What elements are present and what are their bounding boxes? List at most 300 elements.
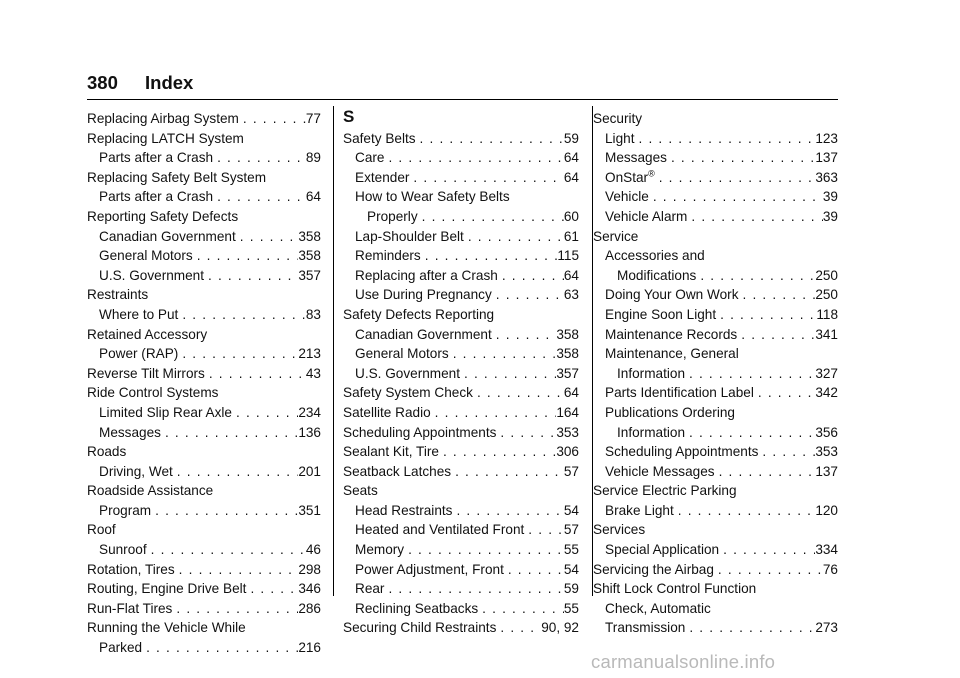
entry-label: Reclining Seatbacks xyxy=(355,600,479,616)
dot-leader xyxy=(504,560,564,580)
entry-label: Rotation, Tires xyxy=(87,561,175,577)
page-reference: 60 xyxy=(563,208,579,224)
entry-label: Restraints xyxy=(87,287,149,303)
entry-label: Vehicle Messages xyxy=(605,463,715,479)
page-reference: 115 xyxy=(557,248,579,264)
page-reference: 83 xyxy=(305,306,321,322)
entry-text xyxy=(87,444,126,459)
dot-leader xyxy=(715,462,816,482)
entry-text xyxy=(593,229,638,244)
index-subentry xyxy=(593,187,838,207)
entry-text xyxy=(605,601,711,616)
dot-leader xyxy=(473,383,564,403)
index-subentry xyxy=(343,579,579,599)
index-subentry xyxy=(343,285,579,305)
entry-text xyxy=(99,246,193,266)
dot-leader xyxy=(151,501,298,521)
entry-text xyxy=(343,403,431,423)
dot-leader xyxy=(421,246,558,266)
dot-leader xyxy=(239,109,306,129)
index-subentry xyxy=(593,246,838,266)
entry-label: Light xyxy=(605,130,635,146)
page-reference: 353 xyxy=(556,424,579,440)
dot-leader xyxy=(213,148,306,168)
dot-leader xyxy=(737,325,815,345)
entry-label: Memory xyxy=(355,542,405,558)
entry-text xyxy=(343,618,496,638)
entry-text xyxy=(355,285,492,305)
entry-text xyxy=(605,148,667,168)
dot-leader xyxy=(634,129,815,149)
entry-text xyxy=(87,579,246,599)
entry-text xyxy=(343,442,439,462)
page-reference: 39 xyxy=(822,189,838,205)
dot-leader xyxy=(498,266,564,286)
entry-text xyxy=(99,305,178,325)
entry-label: Security xyxy=(593,111,643,126)
index-entry xyxy=(593,520,838,540)
index-subentry xyxy=(593,383,838,403)
index-entry xyxy=(87,481,321,501)
entry-label: Replacing after a Crash xyxy=(355,267,498,283)
dot-leader xyxy=(460,364,556,384)
dot-leader xyxy=(719,540,815,560)
dot-leader xyxy=(409,168,563,188)
index-subentry xyxy=(593,501,838,521)
entry-label: Program xyxy=(99,502,152,518)
entry-text xyxy=(99,187,213,207)
entry-label: OnStar xyxy=(605,169,649,185)
entry-text xyxy=(605,618,685,638)
index-entry xyxy=(343,403,579,423)
page-reference: 64 xyxy=(563,385,579,401)
index-entry xyxy=(87,442,321,462)
dot-leader xyxy=(496,423,556,443)
entry-label: Parts after a Crash xyxy=(99,189,214,205)
entry-text xyxy=(99,540,147,560)
entry-text xyxy=(367,207,418,227)
page-reference: 234 xyxy=(298,404,321,420)
page-reference: 137 xyxy=(815,150,838,166)
index-entry xyxy=(343,442,579,462)
entry-label: Engine Soon Light xyxy=(605,306,717,322)
index-subentry xyxy=(343,501,579,521)
index-subentry xyxy=(343,344,579,364)
entry-text xyxy=(605,325,737,345)
entry-label: General Motors xyxy=(99,248,193,264)
entry-label: Transmission xyxy=(605,620,686,636)
index-entry xyxy=(87,285,321,305)
page-reference: 54 xyxy=(563,502,579,518)
entry-text xyxy=(87,287,148,302)
entry-label: Reporting Safety Defects xyxy=(87,208,239,224)
entry-text xyxy=(605,305,716,325)
index-entry xyxy=(87,207,321,227)
index-subentry xyxy=(343,520,579,540)
page-reference: 358 xyxy=(298,228,321,244)
entry-label: Sunroof xyxy=(99,542,147,558)
index-entry xyxy=(343,423,579,443)
entry-text xyxy=(87,327,207,342)
entry-text xyxy=(99,148,213,168)
page-reference: 89 xyxy=(305,150,321,166)
index-entry xyxy=(343,462,579,482)
index-subentry xyxy=(343,560,579,580)
entry-label: Servicing the Airbag xyxy=(593,561,714,577)
entry-label: Sealant Kit, Tire xyxy=(343,444,439,460)
index-subentry xyxy=(593,403,838,423)
entry-label: Safety System Check xyxy=(343,385,473,401)
page-reference: 136 xyxy=(298,424,321,440)
entry-text xyxy=(355,246,421,266)
index-subentry xyxy=(343,187,579,207)
dot-leader xyxy=(246,579,298,599)
index-subentry xyxy=(343,227,579,247)
entry-label: Vehicle xyxy=(605,189,649,205)
entry-label: Parts Identification Label xyxy=(605,385,754,401)
index-subentry xyxy=(593,618,838,638)
dot-leader xyxy=(478,599,564,619)
entry-label: Running the Vehicle While xyxy=(87,620,246,636)
entry-text xyxy=(343,383,473,403)
entry-text xyxy=(593,483,737,498)
entry-label: Shift Lock Control Function xyxy=(593,581,757,597)
entry-text xyxy=(355,560,504,580)
page-reference: 358 xyxy=(556,326,579,342)
index-subentry xyxy=(87,227,321,247)
dot-leader xyxy=(175,560,299,580)
entry-label: Publications Ordering xyxy=(605,404,735,420)
entry-text xyxy=(617,364,685,384)
page-reference: 63 xyxy=(563,287,579,303)
dot-leader xyxy=(147,540,306,560)
page-reference: 201 xyxy=(298,463,321,479)
entry-text xyxy=(593,581,756,596)
index-entry xyxy=(343,129,579,149)
dot-leader xyxy=(739,285,816,305)
index-subentry xyxy=(343,540,579,560)
index-entry xyxy=(593,560,838,580)
index-entry xyxy=(87,383,321,403)
entry-label: Driving, Wet xyxy=(99,463,173,479)
page-reference: 358 xyxy=(556,346,579,362)
page-reference: 357 xyxy=(556,365,579,381)
page-reference: 46 xyxy=(305,542,321,558)
dot-leader xyxy=(696,266,815,286)
page-reference: 43 xyxy=(305,365,321,381)
entry-label: General Motors xyxy=(355,346,449,362)
index-entry xyxy=(87,560,321,580)
entry-text xyxy=(593,560,714,580)
page-reference: 298 xyxy=(298,561,321,577)
entry-text xyxy=(355,189,510,204)
entry-text xyxy=(355,540,404,560)
entry-text xyxy=(605,285,739,305)
index-subentry xyxy=(593,207,838,227)
index-subentry xyxy=(343,168,579,188)
dot-leader xyxy=(758,442,815,462)
page-reference: 213 xyxy=(298,346,321,362)
dot-leader xyxy=(674,501,816,521)
entry-text xyxy=(355,599,478,619)
entry-text xyxy=(99,462,173,482)
page-number: 380 xyxy=(87,72,118,93)
entry-text xyxy=(593,111,642,126)
entry-text xyxy=(87,483,213,498)
entry-label: Service xyxy=(593,228,639,244)
index-subentry xyxy=(593,325,838,345)
dot-leader xyxy=(496,618,541,638)
entry-label: Routing, Engine Drive Belt xyxy=(87,581,247,597)
entry-text xyxy=(99,501,151,521)
entry-label: How to Wear Safety Belts xyxy=(355,189,510,205)
entry-text xyxy=(355,501,452,521)
dot-leader xyxy=(431,403,557,423)
dot-leader xyxy=(416,129,564,149)
page-reference: 39 xyxy=(822,208,838,224)
entry-text xyxy=(99,403,232,423)
column-divider-1 xyxy=(333,106,334,596)
entry-label: Replacing Safety Belt System xyxy=(87,169,267,185)
entry-text xyxy=(605,207,687,227)
entry-text xyxy=(87,620,246,635)
entry-label: Scheduling Appointments xyxy=(605,444,759,460)
dot-leader xyxy=(667,148,815,168)
page-reference: 353 xyxy=(815,444,838,460)
dot-leader xyxy=(649,187,823,207)
entry-text xyxy=(355,325,492,345)
entry-text xyxy=(605,383,754,403)
entry-label: Roadside Assistance xyxy=(87,483,214,499)
index-subentry xyxy=(87,638,321,658)
page-reference: 64 xyxy=(305,189,321,205)
dot-leader xyxy=(205,364,306,384)
entry-text xyxy=(87,209,238,224)
page-reference: 90, 92 xyxy=(541,620,579,636)
index-entry xyxy=(593,227,838,247)
dot-leader xyxy=(232,403,298,423)
entry-label: Retained Accessory xyxy=(87,326,208,342)
dot-leader xyxy=(236,227,299,247)
entry-text xyxy=(343,483,378,498)
entry-text xyxy=(87,522,116,537)
entry-label: Modifications xyxy=(617,267,697,283)
entry-label: Parts after a Crash xyxy=(99,150,214,166)
entry-label: Lap-Shoulder Belt xyxy=(355,228,464,244)
entry-text xyxy=(343,462,451,482)
entry-label: Power Adjustment, Front xyxy=(355,561,504,577)
dot-leader xyxy=(685,423,815,443)
entry-text xyxy=(605,442,758,462)
page-reference: 346 xyxy=(298,581,321,597)
index-subentry xyxy=(593,540,838,560)
entry-text xyxy=(355,227,464,247)
dot-leader xyxy=(384,579,563,599)
dot-leader xyxy=(687,207,823,227)
entry-text xyxy=(87,131,244,146)
page-reference: 55 xyxy=(563,542,579,558)
entry-label: Parked xyxy=(99,640,143,656)
page-reference: 64 xyxy=(563,150,579,166)
entry-text xyxy=(617,423,685,443)
entry-text xyxy=(87,109,239,129)
dot-leader xyxy=(685,364,815,384)
entry-text xyxy=(87,385,218,400)
entry-label: Where to Put xyxy=(99,306,179,322)
index-subentry xyxy=(87,423,321,443)
index-subentry xyxy=(343,266,579,286)
entry-text xyxy=(355,364,460,384)
page-reference: 363 xyxy=(815,169,838,185)
entry-label: Messages xyxy=(605,150,667,166)
dot-leader xyxy=(685,618,815,638)
entry-label: Maintenance Records xyxy=(605,326,738,342)
page-reference: 273 xyxy=(815,620,838,636)
page-reference: 54 xyxy=(563,561,579,577)
page-reference: 358 xyxy=(298,248,321,264)
index-subentry xyxy=(87,403,321,423)
watermark: carmanualsonline.info xyxy=(591,651,776,672)
entry-label: Use During Pregnancy xyxy=(355,287,492,303)
entry-text xyxy=(355,148,384,168)
entry-text xyxy=(87,560,175,580)
index-subentry xyxy=(343,148,579,168)
index-entry xyxy=(593,579,838,599)
page-reference: 59 xyxy=(563,130,579,146)
dot-leader xyxy=(193,246,299,266)
entry-label: Limited Slip Rear Axle xyxy=(99,404,232,420)
entry-text xyxy=(343,307,494,322)
page-reference: 137 xyxy=(815,463,838,479)
entry-label: Power (RAP) xyxy=(99,346,179,362)
page-reference: 64 xyxy=(563,169,579,185)
entry-label: Vehicle Alarm xyxy=(605,208,688,224)
page-reference: 351 xyxy=(298,502,321,518)
entry-text xyxy=(605,168,655,188)
dot-leader xyxy=(492,325,557,345)
index-entry xyxy=(87,129,321,149)
entry-text xyxy=(605,187,649,207)
dot-leader xyxy=(524,520,564,540)
index-subentry xyxy=(593,344,838,364)
index-subentry xyxy=(343,364,579,384)
page-reference: 59 xyxy=(563,581,579,597)
entry-label: Seats xyxy=(343,483,378,499)
dot-leader xyxy=(464,227,564,247)
entry-text xyxy=(605,501,674,521)
entry-label: Care xyxy=(355,150,385,166)
index-subentry xyxy=(593,364,838,384)
page-reference: 120 xyxy=(815,502,838,518)
index-subentry xyxy=(593,462,838,482)
index-subentry xyxy=(343,246,579,266)
entry-label: Seatback Latches xyxy=(343,463,452,479)
entry-text xyxy=(343,423,496,443)
entry-label: Run-Flat Tires xyxy=(87,600,173,616)
entry-text xyxy=(593,522,645,537)
dot-leader xyxy=(173,462,299,482)
entry-text xyxy=(355,579,384,599)
index-subentry xyxy=(343,325,579,345)
entry-label: Heated and Ventilated Front xyxy=(355,522,525,538)
index-subentry xyxy=(593,305,838,325)
page-title: Index xyxy=(145,72,194,93)
page-reference: 164 xyxy=(556,404,579,420)
index-entry xyxy=(343,305,579,325)
entry-label: Service Electric Parking xyxy=(593,483,737,499)
index-entry xyxy=(593,481,838,501)
index-entry xyxy=(87,618,321,638)
page-reference: 57 xyxy=(563,522,579,538)
entry-label: Canadian Government xyxy=(99,228,236,244)
entry-label: Special Application xyxy=(605,542,720,558)
index-subentry xyxy=(343,599,579,619)
page-reference: 250 xyxy=(815,287,838,303)
index-subentry xyxy=(343,207,579,227)
entry-text xyxy=(87,599,172,619)
entry-label: Canadian Government xyxy=(355,326,492,342)
dot-leader xyxy=(384,148,563,168)
index-subentry xyxy=(87,266,321,286)
index-subentry xyxy=(593,266,838,286)
index-subentry xyxy=(87,462,321,482)
page-reference: 64 xyxy=(563,267,579,283)
entry-label: Safety Belts xyxy=(343,130,416,146)
index-subentry xyxy=(593,423,838,443)
page-reference: 327 xyxy=(815,365,838,381)
dot-leader xyxy=(161,423,298,443)
entry-text xyxy=(605,462,715,482)
index-subentry xyxy=(593,148,838,168)
page-reference: 123 xyxy=(815,130,838,146)
page-reference: 342 xyxy=(815,385,838,401)
index-subentry xyxy=(593,599,838,619)
page-reference: 61 xyxy=(563,228,579,244)
page-reference: 306 xyxy=(556,444,579,460)
dot-leader xyxy=(451,462,564,482)
dot-leader xyxy=(142,638,298,658)
entry-text xyxy=(605,405,735,420)
dot-leader xyxy=(418,207,564,227)
page-reference: 341 xyxy=(815,326,838,342)
entry-text xyxy=(605,346,739,361)
entry-text xyxy=(99,638,142,658)
index-entry xyxy=(87,599,321,619)
entry-label: Scheduling Appointments xyxy=(343,424,497,440)
dot-leader xyxy=(655,168,816,188)
dot-leader xyxy=(714,560,823,580)
entry-label: Reverse Tilt Mirrors xyxy=(87,365,205,381)
entry-text xyxy=(343,129,416,149)
entry-label: Replacing LATCH System xyxy=(87,130,244,146)
entry-label: Replacing Airbag System xyxy=(87,111,239,126)
page-reference: 77 xyxy=(305,111,321,126)
page-reference: 76 xyxy=(822,561,838,577)
entry-label: Doing Your Own Work xyxy=(605,287,739,303)
entry-label: Brake Light xyxy=(605,502,674,518)
entry-text xyxy=(355,520,524,540)
dot-leader xyxy=(754,383,815,403)
dot-leader xyxy=(178,344,298,364)
index-entry xyxy=(87,325,321,345)
index-entry xyxy=(87,520,321,540)
index-subentry xyxy=(87,187,321,207)
entry-text xyxy=(99,227,236,247)
index-subentry xyxy=(87,246,321,266)
index-entry xyxy=(87,579,321,599)
index-column-3 xyxy=(593,109,838,638)
entry-text xyxy=(605,129,634,149)
